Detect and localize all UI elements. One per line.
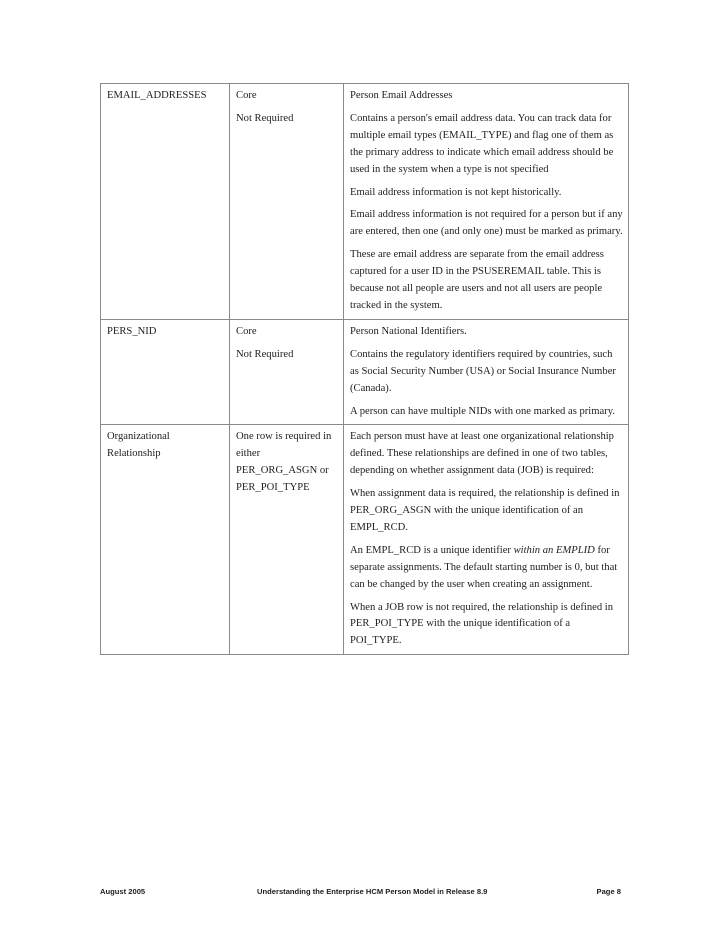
usage-cell	[230, 425, 344, 655]
footer-date: August 2005	[100, 887, 146, 896]
description-title: Person National Identifiers.	[350, 325, 467, 337]
table-name: Organizational Relationship	[107, 431, 170, 460]
usage-cell	[230, 319, 344, 425]
usage-requirement: One row is required in either PER_ORG_ASGN or PER_POI_TYPE	[236, 431, 332, 494]
usage-requirement: Not Required	[236, 112, 294, 124]
footer-page-number: Page 8	[596, 887, 621, 896]
usage-requirement: Not Required	[236, 348, 294, 360]
footer-title: Understanding the Enterprise HCM Person Model in Release 8.9	[257, 887, 488, 896]
table-name: PERS_NID	[107, 325, 157, 337]
rcd-note-emphasis: within an EMPLID	[513, 544, 595, 556]
description-paragraph: Contains the regulatory identifiers required by countries, such as Social Security Number (USA) or Social Insurance Number (Canada).	[350, 348, 616, 394]
description-paragraph: Each person must have at least one organizational relationship defined. These relationships are defined in one of two tables, depending on whether assignment data (JOB) is required:	[350, 431, 614, 477]
rcd-note-text: An EMPL_RCD is a unique identifier	[350, 544, 514, 556]
description-paragraph: When a JOB row is not required, the relationship is defined in PER_POI_TYPE with the unique identification of a POI_TYPE.	[350, 601, 614, 647]
rcd-note-text: for separate assignments. The default starting number is 0, but that can be changed by the user when creating an assignment.	[350, 544, 618, 590]
table-name-cell	[101, 425, 230, 655]
description-cell	[344, 319, 629, 425]
table-row	[101, 84, 629, 320]
description-paragraph	[350, 543, 623, 594]
usage-cell	[230, 84, 344, 320]
usage-type: Core	[236, 325, 257, 337]
table-row	[101, 319, 629, 425]
description-paragraph: Contains a person's email address data. You can track data for multiple email types (EMAIL_TYPE) and flag one of them as the primary address to indicate which email address should be used in the system when a type is not specified	[350, 112, 614, 175]
description-cell	[344, 425, 629, 655]
description-paragraph: Email address information is not required for a person but if any are entered, then one (and only one) must be marked as primary.	[350, 209, 623, 238]
table-name-cell	[101, 319, 230, 425]
description-paragraph: A person can have multiple NIDs with one marked as primary.	[350, 405, 615, 417]
description-paragraph: Email address information is not kept historically.	[350, 186, 562, 198]
table-row	[101, 425, 629, 655]
description-cell	[344, 84, 629, 320]
table-name: EMAIL_ADDRESSES	[107, 90, 207, 101]
description-title: Person Email Addresses	[350, 90, 453, 101]
description-paragraph: These are email address are separate from the email address captured for a user ID in the PSUSEREMAIL table. This is because not all people are users and not all users are people tracked in the system.	[350, 249, 604, 311]
table-name-cell	[101, 84, 230, 320]
usage-type: Core	[236, 90, 257, 101]
person-tables-table	[100, 83, 629, 655]
description-paragraph: When assignment data is required, the relationship is defined in PER_ORG_ASGN with the unique identification of an EMPL_RCD.	[350, 488, 620, 533]
page-footer	[100, 887, 628, 901]
